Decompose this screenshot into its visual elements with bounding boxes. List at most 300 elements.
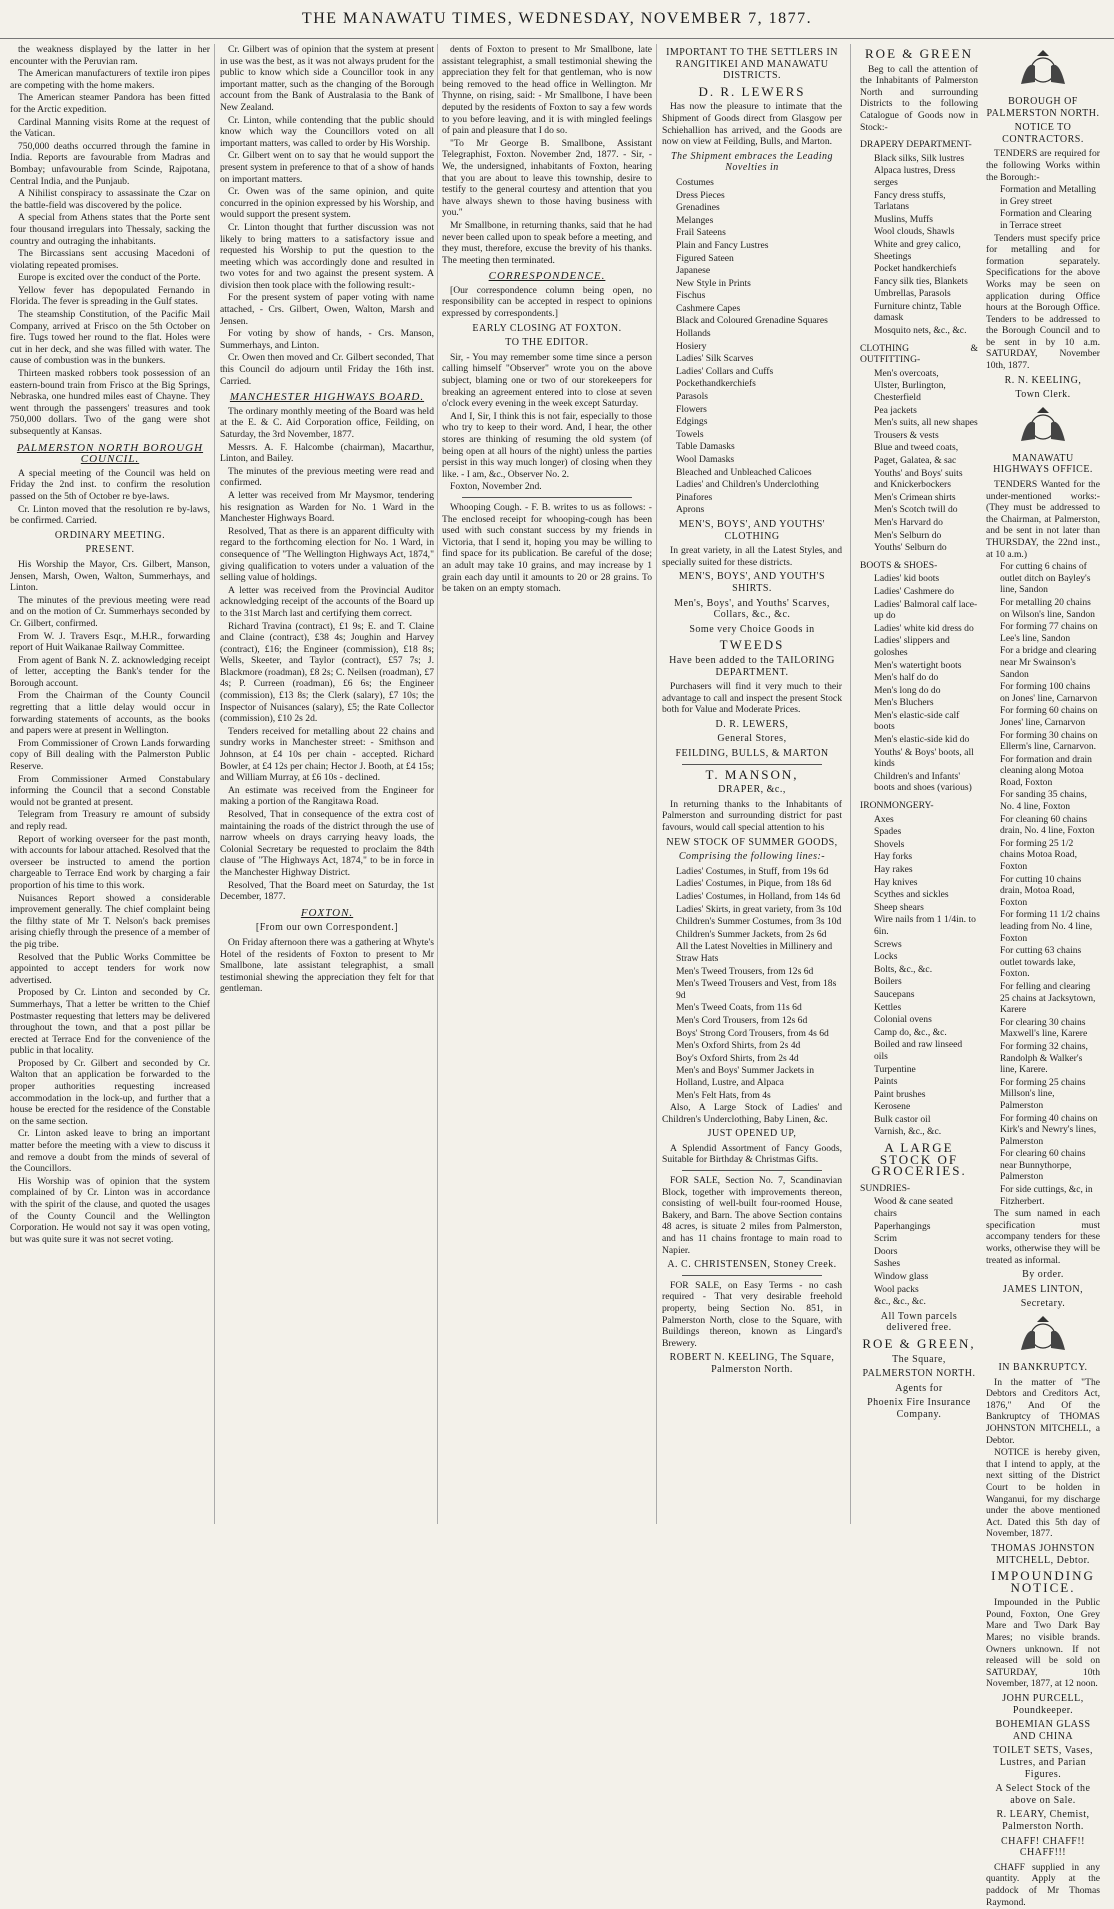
- select-stock: A Select Stock of the above on Sale.: [995, 1783, 1091, 1806]
- important-notice: IMPORTANT TO THE SETTLERS IN RANGITIKEI AND MANAWATU DISTRICTS.: [666, 47, 838, 82]
- royal-crest-icon: [1013, 405, 1073, 449]
- list-item: Men's Felt Hats, from 4s: [676, 1089, 771, 1101]
- paragraph: An estimate was received from the Engineer for making a portion of the Rangitawa Road.: [220, 784, 434, 808]
- list-item: Hollands: [676, 328, 711, 340]
- works-list: [986, 184, 1100, 231]
- paragraph: A letter was received from Mr Maysmor, tendering his resignation as Warden for No. 1 Ward in the Manchester Highways Board.: [220, 489, 434, 525]
- notice-text-2: Tenders must specify price for metalling and for formation separately. Specifications for the above Works may be seen on application during Office hours at the Borough Office. Tenders to be addressed to the Borough Council and to be sent in by 10 a.m. SATURDAY, November 10th, 1877.: [986, 232, 1100, 372]
- clothing-list: [860, 368, 978, 554]
- list-item: Sheep shears: [874, 901, 924, 913]
- tenders-text: TENDERS Wanted for the under-mentioned works:- (They must be addressed to the Chairman, at Palmerston, and be sent in not later than THURSDAY, the 22nd inst., at 10 a.m.): [986, 479, 1100, 560]
- list-item: For clearing 30 chains Maxwell's line, Karere: [1000, 1016, 1088, 1040]
- paragraph: The American steamer Pandora has been fitted for the Arctic expedition.: [10, 92, 210, 115]
- also-text: Also, A Large Stock of Ladies' and Children's Underclothing, Baby Linen, &c.: [662, 1102, 842, 1125]
- sundries-list: [860, 1196, 978, 1307]
- notices-column: [986, 44, 1100, 1909]
- list-item: Youths' & Boys' boots, all kinds: [874, 746, 974, 770]
- list-item: Black and Coloured Grenadine Squares: [676, 315, 828, 327]
- list-item: Bolts, &c., &c.: [874, 963, 933, 975]
- list-item: Figured Sateen: [676, 252, 734, 264]
- paragraph: "To Mr George B. Smallbone, Assistant Telegraphist, Foxton. November 2nd, 1877. - Sir, - We, the undersigned, inhabitants of Foxton, hearing that you are about to leave this township, desire to testify to the general courtesy and attention that you have always shewn to those having business with you.": [442, 137, 652, 219]
- list-item: Varnish, &c., &c.: [874, 1126, 942, 1138]
- list-item: Edgings: [676, 416, 708, 428]
- column-rule: [437, 44, 438, 1524]
- present-heading: PRESENT.: [85, 544, 135, 556]
- paragraph: Proposed by Cr. Gilbert and seconded by Cr. Walton that an application be forwarded to the proper authorities requesting increased accommodation in the lock-up, and further that a house be erected for the residence of the Constable on the same section.: [10, 1057, 210, 1127]
- list-item: Children's Summer Jackets, from 2s 6d: [676, 928, 827, 940]
- mens-clothing-text: In great variety, in all the Latest Styles, and specially suited for these districts.: [662, 545, 842, 568]
- paragraph: Resolved, That as there is an apparent difficulty with regard to the forthcoming election for No. 1 Ward, in consequence of "The Wellington Highways Act, 1874," giving qualification to voters under a valuation of the selling value of holdings.: [220, 525, 434, 584]
- list-item: Frail Sateens: [676, 227, 726, 239]
- new-stock-heading: NEW STOCK OF SUMMER GOODS,: [666, 836, 838, 848]
- list-item: Men's Cord Trousers, from 12s 6d: [676, 1014, 808, 1026]
- paragraph: A special meeting of the Council was held on Friday the 2nd inst. to confirm the resolution passed on the 5th of October re bye-laws.: [10, 467, 210, 502]
- list-item: For a bridge and clearing near Mr Swainson's Sandon: [1000, 645, 1097, 680]
- paragraph: Cr. Linton thought that further discussion was not likely to bring matters to a satisfactory issue and requested his Worship to put the question to the meeting which was accordingly done and resulted in two votes for and two against the present system. A division then took place with the following result:-: [220, 221, 434, 291]
- list-item: Bulk castor oil: [874, 1113, 931, 1125]
- lewers-towns: FEILDING, BULLS, & MARTON: [675, 748, 829, 760]
- paragraph: Resolved, That in consequence of the extra cost of maintaining the roads of the district through the use of narrow wheels on drays carrying heavy loads, the Colonial Secretary be requested to proclaim the 84th clause of "The Highways Act, 1874," to be in force in the Manchester Highway District.: [220, 809, 434, 878]
- list-item: Formation and Metalling in Grey street: [1000, 184, 1096, 207]
- the-square: The Square,: [892, 1353, 946, 1365]
- paragraph: Cr. Linton asked leave to bring an important matter before the meeting with a view to discuss it and remove a doubt from the minds of several of the Councillors.: [10, 1128, 210, 1175]
- town-clerk: Town Clerk.: [1015, 389, 1071, 401]
- list-item: Scrim: [874, 1233, 897, 1245]
- sum-text: The sum named in each specification must accompany tenders for these works, otherwise they will be treated as informal.: [986, 1208, 1100, 1266]
- divider: [682, 764, 822, 765]
- fancy-goods: A Splendid Assortment of Fancy Goods, Suitable for Birthday & Christmas Gifts.: [662, 1142, 842, 1166]
- news-items: [10, 44, 210, 438]
- paragraph: The minutes of the previous meeting were read and confirmed.: [220, 465, 434, 489]
- column-rule: [656, 44, 657, 1524]
- paragraph: His Worship the Mayor, Crs. Gilbert, Manson, Jensen, Marsh, Owen, Walton, Summerhays, and Linton.: [10, 558, 210, 594]
- paragraph: From W. J. Travers Esqr., M.H.R., forwarding report of Huit Waikanae Railway Committee.: [10, 630, 210, 654]
- divider: [462, 497, 632, 498]
- list-item: Boy's Oxford Shirts, from 2s 4d: [676, 1052, 799, 1064]
- list-item: Men's Crimean shirts: [874, 491, 956, 503]
- foxton-testimonial: [442, 44, 652, 266]
- paragraph: From Commissioner of Crown Lands forwarding copy of Bill dealing with the Palmerston Public Reserve.: [10, 737, 210, 773]
- manson-text: In returning thanks to the Inhabitants of Palmerston and surrounding district for past favours, would call special attention to his: [662, 798, 842, 834]
- divider: [682, 1170, 822, 1171]
- paragraph: For the present system of paper voting with name attached, - Crs. Gilbert, Owen, Walton, Marsh and Jensen.: [220, 292, 434, 327]
- list-item: Men's suits, all new shapes: [874, 417, 978, 429]
- sale-ad-1: FOR SALE, Section No. 7, Scandinavian Block, together with improvements thereon, consisting of well-built four-roomed House, Bakery, and Barn. The above Section contains 48 acres, is situate 2 miles from Palmerston, and has 11 chains frontage to main road to Napier.: [662, 1175, 842, 1256]
- list-item: Paints: [874, 1076, 898, 1088]
- roe-green-heading: ROE & GREEN: [865, 46, 973, 61]
- list-item: All the Latest Novelties in Millinery and Straw Hats: [676, 941, 833, 964]
- list-item: Towels: [676, 428, 704, 440]
- paragraph: Cr. Linton, while contending that the public should know which way the Councillors voted on all important matters, was called to order by His Worship.: [220, 114, 434, 149]
- paragraph: Cr. Gilbert went on to say that he would support the present system in preference to that of a show of hands on important matters.: [220, 150, 434, 185]
- list-item: Ladies' slippers and goloshes: [874, 635, 950, 658]
- list-item: Men's half do do: [874, 672, 939, 684]
- paragraph: Europe is excited over the conduct of the Porte.: [18, 272, 201, 284]
- list-item: Saucepans: [874, 988, 915, 1000]
- paragraph: Telegram from Treasury re amount of subsidy and reply read.: [10, 809, 210, 832]
- list-item: Wool packs: [874, 1283, 919, 1295]
- paragraph: Richard Travina (contract), £1 9s; E. and T. Claine and Claine (contract), £38 4s; Joughin and Harvey (contract), £16; the Engineer (commission), £18 8s; Wells, Skeeter, and Taylor (contract), £57 7s; J. Blackmore (roadman), £8 2s; C. Neilsen (roadman), £7 4s; P. Curreen (roadman), £6 6s; the Engineer (commission), £13 8s; the Clerk (salary), £7 10s; the Inspector of Nuisances (salary), £5; the Rate Collector (commission), £10 2s 2d.: [220, 620, 434, 725]
- goods-list: [662, 177, 842, 516]
- column-3: [442, 44, 652, 1524]
- paragraph: Cr. Gilbert was of opinion that the system at present in use was the best, as it was not always prudent for the public to know which side a Councillor took in any important matter, such as the changing of the Borough account from the Bank of Australasia to the Bank of New Zealand.: [220, 44, 434, 113]
- chaff-heading: CHAFF! CHAFF!! CHAFF!!!: [1001, 1835, 1085, 1859]
- list-item: Fancy silk ties, Blankets: [874, 275, 968, 287]
- list-item: For forming 100 chains on Jones' line, Carnarvon: [1000, 681, 1098, 704]
- paragraph: His Worship was of opinion that the system complained of by Cr. Linton was in accordance with the spirit of the clause, and quoted the usages of the County Council and the Wellington Corporation. He would not say it was open voting, but was quite sure it was not secret voting.: [10, 1175, 210, 1245]
- list-item: For forming 25 1/2 chains Motoa Road, Foxton: [1000, 837, 1078, 873]
- list-item: Japanese: [676, 265, 711, 277]
- boots-heading: BOOTS & SHOES-: [860, 559, 938, 571]
- list-item: For cleaning 60 chains drain, No. 4 line, Foxton: [1000, 813, 1095, 837]
- highways-office-heading: MANAWATU HIGHWAYS OFFICE.: [993, 452, 1093, 476]
- list-item: New Style in Prints: [676, 277, 751, 289]
- borough-heading: BOROUGH OF PALMERSTON NORTH.: [986, 96, 1100, 119]
- roe-green-signature: ROE & GREEN,: [862, 1335, 976, 1351]
- paragraph: Proposed by Cr. Linton and seconded by Cr. Summerhays, That a letter be written to the Chief Postmaster requesting that letters may be delivered throughout the town, and that a post pillar be erected at Terrace End for the convenience of the public in that locality.: [10, 987, 210, 1057]
- tenders-list: [986, 561, 1100, 1207]
- list-item: Hay rakes: [874, 864, 913, 875]
- list-item: Wool Damasks: [676, 454, 735, 465]
- royal-crest-icon: [1013, 1314, 1073, 1358]
- paragraph: dents of Foxton to present to Mr Smallbone, late assistant telegraphist, a small testimonial shewing the appreciation they felt for that gentleman, who is now being removed to the head office in Wellington. Mr Thynne, on rising, said: - Mr Smallbone, I have been deputed by the residents of Foxton to say a few words to you before leaving, and it is with mingled feelings of pain and pleasure that I do so.: [442, 44, 652, 137]
- paragraph: From Commissioner Armed Constabulary informing the Council that a second Constable would not be granted at present.: [10, 773, 210, 808]
- list-item: Muslins, Muffs: [874, 213, 933, 225]
- foxton-heading: FOXTON.: [300, 906, 354, 919]
- bankruptcy-text: In the matter of "The Debtors and Creditors Act, 1876," And Of the Bankruptcy of THOMAS JOHNSTON MITCHELL, a Debtor.: [986, 1376, 1100, 1446]
- list-item: Alpaca lustres, Dress serges: [874, 165, 956, 188]
- list-item: For cutting 10 chains drain, Motoa Road, Foxton: [1000, 873, 1082, 908]
- list-item: Children's and Infants' boots and shoes (various): [874, 770, 972, 794]
- council-report: [10, 468, 210, 527]
- bankruptcy-notice: NOTICE is hereby given, that I intend to apply, at the next sitting of the District Court to be holden in Wanganui, for my discharge under the above mentioned Act. Dated this 5th day of November, 1877.: [986, 1447, 1100, 1540]
- list-item: Men's Tweed Trousers and Vest, from 18s 9d: [676, 978, 837, 1001]
- paragraph: Cr. Owen then moved and Cr. Gilbert seconded, That this Council do adjourn until Friday the 16th inst. Carried.: [220, 352, 434, 387]
- list-item: Ladies' Costumes, in Holland, from 14s 6d: [676, 891, 841, 902]
- shirts-heading: MEN'S, BOYS', AND YOUTH'S SHIRTS.: [678, 571, 826, 594]
- list-item: Grenadines: [676, 202, 720, 214]
- list-item: Formation and Clearing in Terrace street: [1000, 208, 1092, 231]
- list-item: Men's Harvard do: [874, 516, 943, 528]
- list-item: Table Damasks: [676, 441, 735, 453]
- column-4: [662, 44, 842, 1524]
- just-opened: JUST OPENED UP,: [707, 1128, 797, 1140]
- list-item: Spades: [874, 826, 902, 838]
- sale-ad-1-signature: A. C. CHRISTENSEN, Stoney Creek.: [667, 1259, 837, 1271]
- paragraph: On Friday afternoon there was a gathering at Whyte's Hotel of the residents of Foxton to present to Mr Smallbone, late assistant telegraphist, a small testimonial shewing the appreciation they felt for that gentleman.: [220, 936, 434, 995]
- letter: [442, 352, 652, 493]
- shipment-line: The Shipment embraces the Leading Novelties in: [670, 150, 834, 174]
- toilet-sets: TOILET SETS, Vases, Lustres, and Parian Figures.: [992, 1745, 1094, 1780]
- paragraph: Messrs. A. F. Halcombe (chairman), Macarthur, Linton, and Bailey.: [220, 441, 434, 465]
- tweeds-intro: Some very Choice Goods in: [689, 623, 815, 635]
- column-rule: [214, 44, 215, 1524]
- paragraph: The steamship Constitution, of the Pacific Mail Company, arrived at Frisco on the 5th October on fire. Tugs towed her round to the flat. Holes were cut in her deck, and she was filled with water. The cause of combustion was in the bunkers.: [10, 309, 210, 367]
- groceries-heading: A LARGE STOCK OF GROCERIES.: [871, 1140, 967, 1179]
- list-item: For formation and drain cleaning along Motoa Road, Foxton: [1000, 753, 1092, 788]
- list-item: Ladies' kid boots: [874, 573, 940, 585]
- list-item: Youths' and Boys' suits and Knickerbockers: [874, 467, 963, 491]
- scarves-line: Men's, Boys', and Youths' Scarves, Collars, &c., &c.: [674, 597, 830, 621]
- list-item: Black silks, Silk lustres: [874, 152, 965, 164]
- column-rule: [850, 44, 851, 1524]
- list-item: For forming 40 chains on Kirk's and Newry's lines, Palmerston: [1000, 1112, 1098, 1147]
- list-item: Fancy dress stuffs, Tarlatans: [874, 189, 946, 213]
- paragraph: Report of working overseer for the past month, with accounts for labour attached. Resolved that the overseer be instructed to amend the portion chargeable to Terrace End work by charging a fair proportion of his time to this work.: [10, 833, 210, 891]
- paragraph: The American manufacturers of textile iron pipes are competing with the home makers.: [10, 68, 210, 91]
- list-item: Men's Tweed Trousers, from 12s 6d: [676, 965, 814, 977]
- keeling-signature: R. N. KEELING,: [1004, 374, 1082, 386]
- paragraph: From the Chairman of the County Council regretting that a little delay would occur in forwarding statements of accounts, as the books and papers were at present in Wellington.: [10, 690, 210, 737]
- list-item: For clearing 60 chains near Bunnythorpe, Palmerston: [1000, 1148, 1086, 1183]
- tailoring-line: Have been added to the TAILORING DEPARTMENT.: [669, 654, 835, 678]
- list-item: Wire nails from 1 1/4in. to 6in.: [874, 914, 976, 937]
- list-item: Kerosene: [874, 1101, 911, 1113]
- list-item: &c., &c., &c.: [874, 1296, 926, 1308]
- paragraph: The Bircassians sent accusing Macedoni of violating repeated promises.: [10, 248, 210, 271]
- list-item: Children's Summer Costumes, from 3s 10d: [676, 916, 842, 928]
- list-item: For forming 60 chains on Jones' line, Carnarvon: [1000, 705, 1098, 728]
- mens-clothing-heading: MEN'S, BOYS', AND YOUTHS' CLOTHING: [678, 518, 826, 542]
- notice-contractors: NOTICE TO CONTRACTORS.: [1002, 122, 1084, 145]
- list-item: Men's overcoats,: [874, 367, 939, 379]
- list-item: For forming 32 chains, Randolph & Walker's line, Karere.: [1000, 1040, 1088, 1076]
- secretary: Secretary.: [1020, 1298, 1066, 1310]
- list-item: Ladies' white kid dress do: [874, 622, 974, 634]
- list-item: Men's Selburn do: [874, 529, 942, 541]
- list-item: Doors: [874, 1245, 898, 1257]
- paragraph: Resolved that the Public Works Committee be appointed to accept tenders for work now advertised.: [10, 951, 210, 986]
- correspondence-note: [Our correspondence column being open, no responsibility can be accepted in respect to opinions expressed by correspondents.]: [442, 284, 652, 320]
- paragraph: Foxton, November 2nd.: [450, 481, 542, 493]
- list-item: Mosquito nets, &c., &c.: [874, 325, 967, 337]
- list-item: Ladies' Costumes, in Pique, from 18s 6d: [676, 878, 832, 890]
- list-item: Hay forks: [874, 851, 913, 863]
- leary-signature: R. LEARY, Chemist, Palmerston North.: [996, 1809, 1090, 1832]
- sundries-heading: SUNDRIES-: [860, 1182, 911, 1194]
- list-item: For sanding 35 chains, No. 4 line, Foxton: [1000, 789, 1087, 813]
- parcels-line: All Town parcels delivered free.: [880, 1310, 958, 1334]
- paragraph: Thirteen masked robbers took possession of an eastern-bound train from Frisco at the Big Springs, Nebraska, one hundred miles east of Chayne. They went through the passengers' treasures and took 750,000 dollars. Two of the gang were shot subsequently at Kansas.: [10, 368, 210, 437]
- column-5: [860, 44, 1100, 1908]
- list-item: Men's elastic-side kid do: [874, 734, 970, 746]
- list-item: Wood & cane seated chairs: [874, 1196, 953, 1220]
- paragraph: Sir, - You may remember some time since a person calling himself "Observer" wrote you on the above subject, blaming one or two of our storekeepers for breaking an agreement entered into to close at seven o'clock every evening in the week except Saturday.: [442, 351, 652, 410]
- list-item: Shovels: [874, 838, 905, 850]
- paragraph: And I, Sir, I think this is not fair, especially to those who try to keep to their word. And, I hear, the other stores are thinking of resuming the old system (of being open at all hours of the night) unless the parties persist in this way much longer) of closing when they like. - I am, &c., Observer No. 2.: [442, 410, 652, 480]
- list-item: Boilers: [874, 976, 902, 988]
- list-item: Pocket handkerchiefs: [874, 263, 957, 275]
- list-item: Kettles: [874, 1001, 902, 1013]
- phoenix-line: Phoenix Fire Insurance Company.: [867, 1397, 971, 1420]
- list-item: Boiled and raw linseed oils: [874, 1039, 963, 1062]
- list-item: Men's Tweed Coats, from 11s 6d: [676, 1002, 802, 1014]
- paragraph: A Nihilist conspiracy to assassinate the Czar on the battle-field was discovered by the police.: [10, 188, 210, 211]
- list-item: Locks: [874, 951, 898, 963]
- paragraph: Cr. Owen was of the same opinion, and quite concurred in the opinion expressed by his Worship, and would support the present system.: [220, 186, 434, 221]
- list-item: For felling and clearing 25 chains at Jacksytown, Karere: [1000, 980, 1096, 1016]
- lewers-text: Has now the pleasure to intimate that the Shipment of Goods direct from Glasgow per Schiehallion has arrived, and the Goods are now on view at Feilding, Bulls, and Marton.: [662, 101, 842, 148]
- bohemian-heading: BOHEMIAN GLASS AND CHINA: [995, 1719, 1091, 1742]
- list-item: Dress Pieces: [676, 189, 725, 201]
- list-item: Paget, Galatea, & sac: [874, 455, 957, 466]
- list-item: Hay knives: [874, 876, 918, 888]
- highways-board-report: [220, 406, 434, 903]
- list-item: For forming 11 1/2 chains leading from No. 4 line, Foxton: [1000, 909, 1100, 944]
- list-item: Fischus: [676, 290, 706, 302]
- sale-ad-2-signature: ROBERT N. KEELING, The Square, Palmerston North.: [669, 1352, 835, 1375]
- lewers-stores: General Stores,: [717, 733, 787, 745]
- list-item: Men's Bluchers: [874, 697, 934, 709]
- list-item: Ladies' Collars and Cuffs: [676, 365, 774, 377]
- clothing-heading: CLOTHING & OUTFITTING-: [860, 342, 978, 366]
- list-item: Screws: [874, 938, 902, 950]
- correspondence-heading: CORRESPONDENCE.: [488, 270, 606, 283]
- paragraph: The minutes of the previous meeting were read and on the motion of Cr. Summerhays seconded by Cr. Gilbert, confirmed.: [10, 594, 210, 629]
- bankruptcy-heading: IN BANKRUPTCY.: [998, 1362, 1088, 1373]
- column-2: [220, 44, 434, 1524]
- purchasers-text: Purchasers will find it very much to their advantage to call and inspect the present Stock both for Value and Moderate Prices.: [662, 681, 842, 716]
- foxton-report: [220, 937, 434, 995]
- list-item: Parasols: [676, 391, 708, 403]
- paragraph: A special from Athens states that the Porte sent four thousand irregulars into Thessaly, sacking the country and outraging the inhabitants.: [10, 212, 210, 247]
- list-item: Turpentine: [874, 1063, 916, 1075]
- paragraph: The ordinary monthly meeting of the Board was held at the E. & C. Aid Corporation office, Feilding, on Saturday, the 3rd November, 1877.: [220, 405, 434, 440]
- paragraph: Nuisances Report showed a considerable improvement generally. The chief complaint being the filthy state of Mr T. Nelson's back premises arising chiefly through the presence of a member of the pig tribe.: [10, 892, 210, 950]
- foxton-subheading: [From our own Correspondent.]: [255, 922, 399, 934]
- list-item: Sashes: [874, 1258, 901, 1270]
- list-item: Ladies' Skirts, in great variety, from 3s 10d: [676, 903, 842, 915]
- list-item: Pinafores: [676, 491, 713, 503]
- list-item: Camp do, &c., &c.: [874, 1026, 947, 1038]
- paragraph: Resolved, That the Board meet on Saturday, the 1st December, 1877.: [220, 879, 434, 903]
- column-5-layout: [860, 44, 1100, 1909]
- paragraph: the weakness displayed by the latter in her encounter with the Peruvian ram.: [10, 44, 210, 67]
- highways-board-heading: MANCHESTER HIGHWAYS BOARD.: [229, 391, 425, 404]
- palmerston-north: PALMERSTON NORTH.: [862, 1368, 976, 1380]
- list-item: Bleached and Unbleached Calicoes: [676, 466, 812, 478]
- list-item: Blue and tweed coats,: [874, 442, 959, 454]
- drapery-list: [860, 153, 978, 337]
- list-item: Colonial ovens: [874, 1014, 932, 1026]
- chaff-text: CHAFF supplied in any quantity. Apply at the paddock of Mr Thomas Raymond.: [986, 1861, 1100, 1908]
- paragraph: Cr. Linton moved that the resolution re by-laws, be confirmed. Carried.: [10, 503, 210, 527]
- list-item: White and grey calico, Sheetings: [874, 238, 961, 262]
- purcell-signature: JOHN PURCELL, Poundkeeper.: [1002, 1693, 1084, 1716]
- linton-signature: JAMES LINTON,: [1002, 1283, 1084, 1295]
- list-item: Pockethandkerchiefs: [676, 378, 756, 390]
- list-item: Paint brushes: [874, 1088, 926, 1100]
- paragraph: Yellow fever has depopulated Fernando in Florida. The fever is spreading in the Gulf states.: [10, 284, 210, 308]
- ironmongery-list: [860, 814, 978, 1138]
- impounding-heading: IMPOUNDING NOTICE.: [991, 1568, 1095, 1595]
- list-item: For side cuttings, &c, in Fitzherbert.: [1000, 1184, 1093, 1207]
- impounding-text: Impounded in the Public Pound, Foxton, One Grey Mare and Two Dark Bay Mares; no visible brands. Owners unknown. If not released will be sold on SATURDAY, 10th November, 1877, at 12 noon.: [986, 1597, 1100, 1690]
- notice-text: TENDERS are required for the following Works within the Borough:-: [986, 148, 1100, 183]
- list-item: Ladies' Silk Scarves: [676, 353, 754, 365]
- list-item: Ladies' Balmoral calf lace-up do: [874, 598, 978, 622]
- manson-heading: T. MANSON,: [705, 766, 799, 782]
- list-item: For cutting 6 chains of outlet ditch on Bayley's line, Sandon: [1000, 561, 1091, 596]
- paragraph: A letter was received from the Provincial Auditor acknowledging receipt of the accounts of the Board up to the 31st March last and certifying them correct.: [220, 584, 434, 619]
- sale-ad-2: FOR SALE, on Easy Terms - no cash required - That very desirable freehold property, being Section No. 851, in Palmerston North, close to the Square, with Buildings thereon, known as Lingard's Brewery.: [662, 1279, 842, 1349]
- column-1: [10, 44, 210, 1524]
- paragraph: Mr Smallbone, in returning thanks, said that he had never been called upon to speak before a meeting, and they must, therefore, excuse the brevity of his thanks. The meeting then terminated.: [442, 219, 652, 266]
- to-the-editor: TO THE EDITOR.: [505, 337, 589, 349]
- list-item: For forming 30 chains on Ellerm's line, Carnarvon.: [1000, 729, 1098, 753]
- list-item: For forming 77 chains on Lee's line, Sandon: [1000, 621, 1098, 644]
- list-item: Ladies' and Children's Underclothing: [676, 479, 819, 491]
- tweeds-heading: TWEEDS: [719, 637, 785, 653]
- list-item: Men's Oxford Shirts, from 2s 4d: [676, 1040, 801, 1052]
- boots-list: [860, 573, 978, 794]
- list-item: Umbrellas, Parasols: [874, 288, 951, 300]
- list-item: Scythes and sickles: [874, 889, 949, 901]
- list-item: Men's Scotch twill do: [874, 504, 958, 516]
- paragraph: Whooping Cough. - F. B. writes to us as follows: - The enclosed receipt for whooping-cough has been used with such constant success by my friends in Victoria, that I send it, hoping you may be willing to find space for its publication. Be careful of the dose; an adult may take 10 grains, and may increase by 1 grain each day until it amounts to 20 or 28 grains. To be taken on an empty stomach.: [442, 501, 652, 595]
- roe-green-text: Beg to call the attention of the Inhabitants of Palmerston North and surrounding Districts to the following Catalogue of Goods now in Stock:-: [860, 63, 978, 133]
- manson-list: [662, 866, 842, 1101]
- drapery-heading: DRAPERY DEPARTMENT-: [860, 139, 972, 151]
- ironmongery-heading: IRONMONGERY-: [860, 800, 934, 812]
- list-item: For cutting 63 chains outlet towards lake, Foxton.: [1000, 945, 1082, 980]
- bankruptcy-signature: THOMAS JOHNSTON MITCHELL, Debtor.: [991, 1542, 1095, 1566]
- list-item: Pea jackets: [874, 404, 917, 416]
- paragraph: Tenders received for metalling about 22 chains and sundry works in Manchester street: - Smithson and Johnson, at £4 10s per chain - accepted. Richard Bowler, at £4 12s per chain; Hector J. Booth, at £4 15s; and William Murray, at £6 10s - declined.: [220, 725, 434, 784]
- paragraph: 750,000 deaths occurred through the famine in India. Reports are favourable from Madras and Bombay; unfavourable from Scinde, Rajpotana, Central India, and the Punjaub.: [10, 140, 210, 187]
- paragraph: From agent of Bank N. Z. acknowledging receipt of letter, accepting the Bank's tender for the Borough account.: [10, 654, 210, 689]
- list-item: Axes: [874, 813, 894, 825]
- list-item: Costumes: [676, 176, 714, 188]
- list-item: Boys' Strong Cord Trousers, from 4s 6d: [676, 1027, 829, 1039]
- list-item: Plain and Fancy Lustres: [676, 239, 769, 251]
- list-item: Ladies' Costumes, in Stuff, from 19s 6d: [676, 865, 829, 877]
- list-item: Ladies' Cashmere do: [874, 585, 955, 597]
- list-item: Furniture chintz, Table damask: [874, 300, 962, 324]
- whooping-cough-item: [442, 502, 652, 595]
- lewers-signature: D. R. LEWERS,: [715, 718, 789, 730]
- paragraph: For voting by show of hands, - Crs. Manson, Summerhays, and Linton.: [220, 328, 434, 351]
- list-item: Wool clouds, Shawls: [874, 226, 955, 238]
- list-item: Flowers: [676, 403, 707, 415]
- early-closing-heading: EARLY CLOSING AT FOXTON.: [472, 322, 622, 334]
- list-item: For metalling 20 chains on Wilson's line, Sandon: [1000, 596, 1095, 620]
- agents-for: Agents for: [895, 1382, 943, 1394]
- list-item: Men's elastic-side calf boots: [874, 709, 960, 733]
- list-item: Cashmere Capes: [676, 302, 741, 314]
- list-item: Men's long do do: [874, 684, 941, 696]
- list-item: Hosiery: [676, 340, 707, 352]
- list-item: Melanges: [676, 214, 714, 226]
- comprising-line: Comprising the following lines:-: [678, 851, 826, 863]
- ordinary-meeting-heading: ORDINARY MEETING.: [54, 529, 166, 541]
- draper-line: DRAPER, &c.,: [718, 784, 786, 796]
- masthead: THE MANAWATU TIMES, WEDNESDAY, NOVEMBER 7, 1877.: [0, 0, 1114, 39]
- list-item: Ulster, Burlington, Chesterfield: [874, 380, 946, 404]
- list-item: For forming 25 chains Millson's line, Palmerston: [1000, 1076, 1086, 1111]
- paragraph: Cardinal Manning visits Rome at the request of the Vatican.: [10, 116, 210, 140]
- list-item: Paperhangings: [874, 1220, 931, 1232]
- council-heading: PALMERSTON NORTH BOROUGH COUNCIL.: [16, 441, 204, 466]
- council-minutes: [10, 559, 210, 1245]
- by-order: By order.: [1022, 1269, 1064, 1281]
- list-item: Men's watertight boots: [874, 659, 962, 671]
- divider: [682, 1275, 822, 1276]
- list-item: Aprons: [676, 504, 705, 516]
- list-item: Window glass: [874, 1271, 929, 1282]
- council-debate: [220, 44, 434, 387]
- list-item: Men's and Boys' Summer Jackets in Holland, Lustre, and Alpaca: [676, 1065, 815, 1088]
